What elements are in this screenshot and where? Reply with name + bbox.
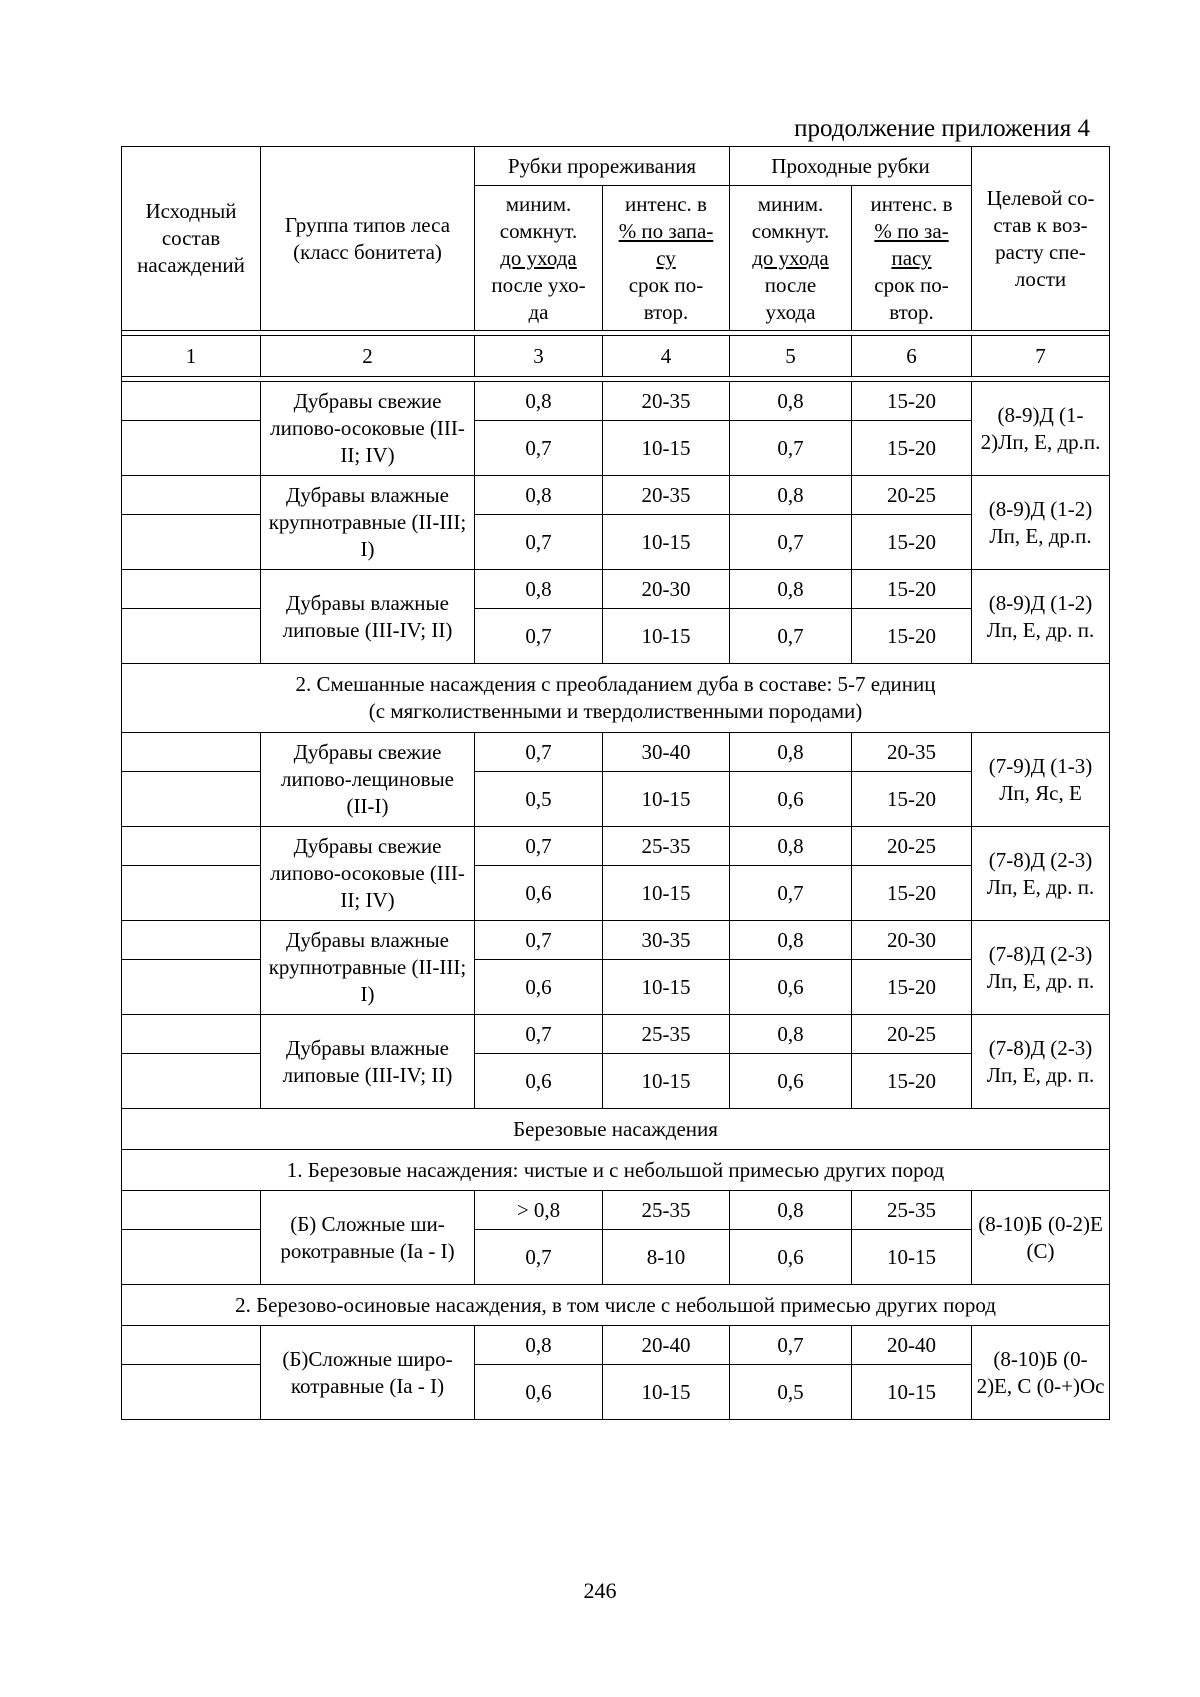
value-cell: 30-35 [603, 921, 730, 960]
value-cell: 0,8 [730, 733, 852, 772]
header-text: интенс. в [625, 191, 707, 216]
value-cell: 0,8 [475, 1326, 603, 1365]
value-cell: 0,8 [475, 570, 603, 609]
value-cell: 0,7 [475, 827, 603, 866]
value-cell: 15-20 [852, 609, 972, 664]
header-text: после [764, 272, 817, 297]
table-row [122, 1326, 1110, 1365]
value-cell: 20-35 [852, 733, 972, 772]
value-cell: 8-10 [603, 1230, 730, 1285]
target-composition-cell: (8-9)Д (1-2) Лп, Е, др. п. [972, 570, 1110, 664]
column-number: 4 [603, 336, 730, 377]
value-cell: 20-30 [603, 570, 730, 609]
value-cell: 0,8 [730, 382, 852, 421]
header-text: интенс. в [870, 191, 953, 216]
header-text: ухода [765, 299, 816, 324]
value-cell: 10-15 [603, 1054, 730, 1109]
value-cell: 0,7 [475, 515, 603, 570]
header-forest-type-group: Группа типов леса (класс бонитета) [261, 147, 475, 331]
column-number: 3 [475, 336, 603, 377]
value-cell: 0,8 [730, 570, 852, 609]
initial-composition-cell [122, 1326, 261, 1365]
initial-composition-cell [122, 866, 261, 921]
value-cell: 25-35 [603, 827, 730, 866]
value-cell: 0,5 [475, 772, 603, 827]
header-text: миним. [757, 191, 824, 216]
value-cell: 0,5 [730, 1365, 852, 1420]
value-cell: 0,7 [475, 1015, 603, 1054]
header-thinning: Рубки прореживания [475, 147, 730, 186]
value-cell: 0,6 [475, 1365, 603, 1420]
initial-composition-cell [122, 382, 261, 421]
value-cell: 20-30 [852, 921, 972, 960]
value-cell: 20-40 [603, 1326, 730, 1365]
header-text: срок по- [628, 272, 704, 297]
value-cell: 25-35 [603, 1191, 730, 1230]
value-cell: 0,6 [730, 772, 852, 827]
column-number: 1 [122, 336, 261, 377]
value-cell: 20-40 [852, 1326, 972, 1365]
forest-type-cell: Дубравы влажные липовые (III-IV; II) [261, 570, 475, 664]
value-cell: 0,7 [475, 1230, 603, 1285]
value-cell: 0,7 [475, 421, 603, 476]
forest-care-table [121, 146, 1110, 1420]
initial-composition-cell [122, 733, 261, 772]
value-cell: 15-20 [852, 1054, 972, 1109]
target-composition-cell: (7-8)Д (2-3) Лп, Е, др. п. [972, 827, 1110, 921]
target-composition-cell: (7-8)Д (2-3) Лп, Е, др. п. [972, 1015, 1110, 1109]
value-cell: 10-15 [603, 772, 730, 827]
value-cell: 0,8 [730, 827, 852, 866]
initial-composition-cell [122, 1015, 261, 1054]
value-cell: 0,7 [475, 609, 603, 664]
initial-composition-cell [122, 1191, 261, 1230]
header-initial-composition: Исходный состав насаждений [122, 147, 261, 331]
value-cell: 25-35 [852, 1191, 972, 1230]
value-cell: 15-20 [852, 866, 972, 921]
continuation-note: продолжение приложения 4 [794, 115, 1090, 142]
forest-type-cell: (Б)Сложные широ-котравные (Iа - I) [261, 1326, 475, 1420]
table-row [122, 1191, 1110, 1230]
header-min-density-passage [730, 186, 852, 331]
forest-type-cell: Дубравы влажные крупнотравные (II-III; I) [261, 476, 475, 570]
value-cell: 0,7 [475, 921, 603, 960]
value-cell: 0,7 [730, 866, 852, 921]
column-number: 6 [852, 336, 972, 377]
target-composition-cell: (8-10)Б (0-2)Е, С (0-+)Ос [972, 1326, 1110, 1420]
table-row [122, 476, 1110, 515]
value-cell: 10-15 [603, 1365, 730, 1420]
value-cell: 15-20 [852, 960, 972, 1015]
value-cell: 0,6 [730, 960, 852, 1015]
value-cell: 15-20 [852, 421, 972, 476]
value-cell: 20-35 [603, 382, 730, 421]
table-row [122, 570, 1110, 609]
value-cell: 15-20 [852, 772, 972, 827]
header-text: сомкнут. [499, 218, 578, 243]
value-cell: 0,6 [730, 1054, 852, 1109]
value-cell: 0,6 [475, 1054, 603, 1109]
header-target-composition: Целевой со-став к воз-расту спе-лости [972, 147, 1110, 331]
value-cell: > 0,8 [475, 1191, 603, 1230]
initial-composition-cell [122, 476, 261, 515]
section-title: 1. Березовые насаждения: чистые и с небольшой примесью других пород [122, 1150, 1110, 1191]
target-composition-cell: (8-10)Б (0-2)Е (С) [972, 1191, 1110, 1285]
value-cell: 0,7 [730, 421, 852, 476]
initial-composition-cell [122, 609, 261, 664]
header-text: втор. [643, 299, 689, 324]
header-text: пасу [891, 245, 932, 270]
value-cell: 15-20 [852, 515, 972, 570]
value-cell: 0,6 [475, 960, 603, 1015]
section-title-line: (с мягколиственными и твердолиственными породами) [368, 699, 863, 723]
forest-type-cell: Дубравы влажные липовые (III-IV; II) [261, 1015, 475, 1109]
initial-composition-cell [122, 827, 261, 866]
value-cell: 20-25 [852, 1015, 972, 1054]
value-cell: 10-15 [603, 960, 730, 1015]
value-cell: 20-25 [852, 476, 972, 515]
header-text: до ухода [752, 245, 829, 270]
forest-type-cell: (Б) Сложные ши-рокотравные (Iа - I) [261, 1191, 475, 1285]
forest-type-cell: Дубравы свежие липово-лещиновые (II-I) [261, 733, 475, 827]
header-text: до ухода [500, 245, 577, 270]
column-number: 7 [972, 336, 1110, 377]
value-cell: 0,8 [475, 476, 603, 515]
table-row [122, 921, 1110, 960]
section-title [122, 664, 1110, 733]
value-cell: 10-15 [852, 1365, 972, 1420]
value-cell: 10-15 [603, 866, 730, 921]
header-text: % по запа- [618, 218, 714, 243]
initial-composition-cell [122, 515, 261, 570]
value-cell: 15-20 [852, 382, 972, 421]
value-cell: 15-20 [852, 570, 972, 609]
value-cell: 0,7 [730, 1326, 852, 1365]
target-composition-cell: (7-8)Д (2-3) Лп, Е, др. п. [972, 921, 1110, 1015]
header-text: миним. [505, 191, 572, 216]
value-cell: 0,8 [730, 921, 852, 960]
initial-composition-cell [122, 421, 261, 476]
header-min-density-thinning [475, 186, 603, 331]
value-cell: 0,7 [475, 733, 603, 772]
section-title: Березовые насаждения [122, 1109, 1110, 1150]
table-row [122, 827, 1110, 866]
value-cell: 0,7 [730, 609, 852, 664]
value-cell: 25-35 [603, 1015, 730, 1054]
initial-composition-cell [122, 960, 261, 1015]
value-cell: 10-15 [603, 515, 730, 570]
value-cell: 10-15 [603, 421, 730, 476]
column-number: 2 [261, 336, 475, 377]
header-text: % по за- [874, 218, 949, 243]
initial-composition-cell [122, 921, 261, 960]
forest-type-cell: Дубравы свежие липово-осоковые (III-II; IV) [261, 827, 475, 921]
initial-composition-cell [122, 772, 261, 827]
value-cell: 0,8 [730, 1015, 852, 1054]
value-cell: 0,8 [730, 476, 852, 515]
value-cell: 0,7 [730, 515, 852, 570]
target-composition-cell: (8-9)Д (1-2) Лп, Е, др.п. [972, 476, 1110, 570]
header-intensity-thinning [603, 186, 730, 331]
value-cell: 0,8 [475, 382, 603, 421]
table-row [122, 382, 1110, 421]
section-title: 2. Березово-осиновые насаждения, в том числе с небольшой примесью других пород [122, 1285, 1110, 1326]
value-cell: 10-15 [852, 1230, 972, 1285]
target-composition-cell: (7-9)Д (1-3) Лп, Яс, Е [972, 733, 1110, 827]
page-number: 246 [583, 1578, 617, 1603]
header-text: втор. [889, 299, 934, 324]
table-row [122, 1015, 1110, 1054]
initial-composition-cell [122, 1054, 261, 1109]
header-intensity-passage [852, 186, 972, 331]
header-text: су [656, 245, 676, 270]
target-composition-cell: (8-9)Д (1-2)Лп, Е, др.п. [972, 382, 1110, 476]
table-row [122, 733, 1110, 772]
forest-type-cell: Дубравы влажные крупнотравные (II-III; I) [261, 921, 475, 1015]
value-cell: 0,6 [475, 866, 603, 921]
header-text: после ухо- [491, 272, 586, 297]
value-cell: 20-25 [852, 827, 972, 866]
value-cell: 10-15 [603, 609, 730, 664]
column-number: 5 [730, 336, 852, 377]
forest-type-cell: Дубравы свежие липово-осоковые (III-II; IV) [261, 382, 475, 476]
value-cell: 0,8 [730, 1191, 852, 1230]
header-text: да [528, 299, 549, 324]
value-cell: 0,6 [730, 1230, 852, 1285]
value-cell: 30-40 [603, 733, 730, 772]
initial-composition-cell [122, 1230, 261, 1285]
header-text: сомкнут. [751, 218, 830, 243]
initial-composition-cell [122, 1365, 261, 1420]
initial-composition-cell [122, 570, 261, 609]
section-title-line: 2. Смешанные насаждения с преобладанием дуба в составе: 5-7 единиц [295, 672, 936, 696]
header-passage-cuttings: Проходные рубки [730, 147, 972, 186]
value-cell: 20-35 [603, 476, 730, 515]
header-text: срок по- [874, 272, 949, 297]
